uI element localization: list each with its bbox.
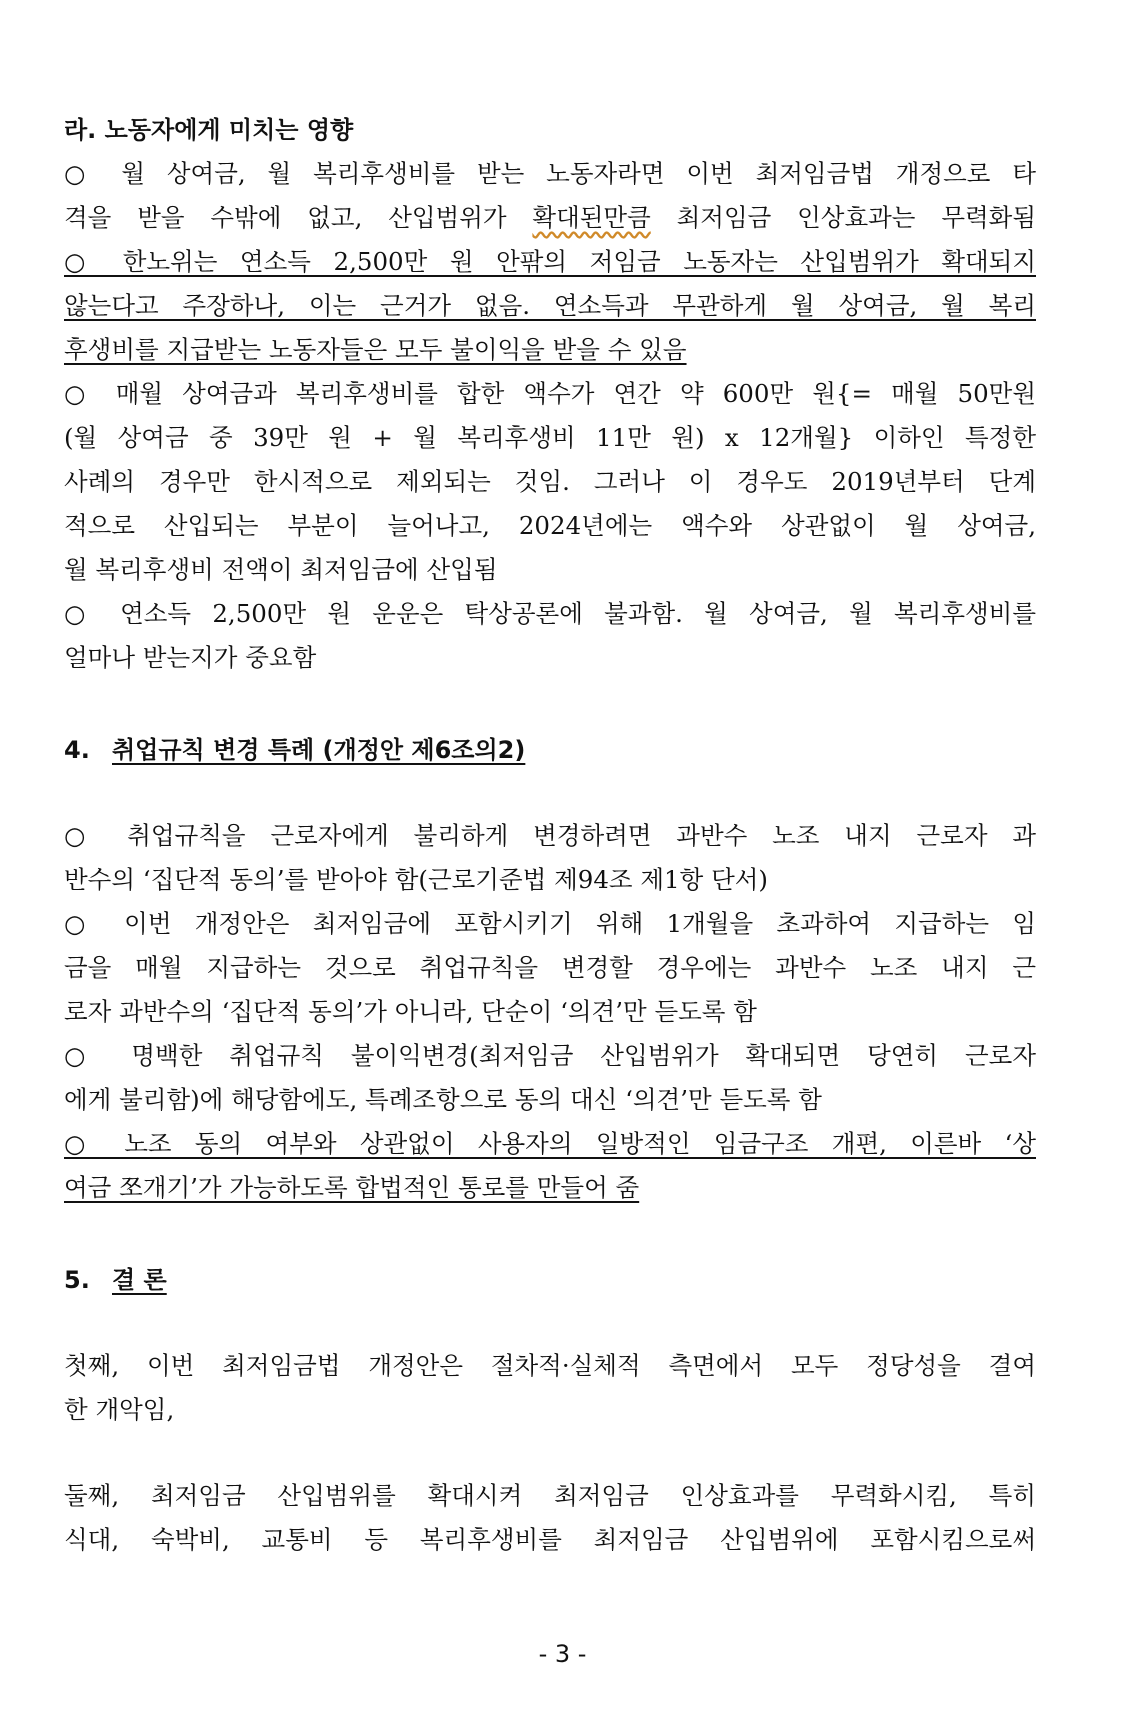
ra-p3-line5: 월 복리후생비 전액이 최저임금에 산입됨	[64, 555, 498, 584]
s4-p2-line1: ○ 이번 개정안은 최저임금에 포함시키기 위해 1개월을 초과하여 지급하는 임	[64, 909, 1036, 938]
section5-heading	[64, 1258, 1036, 1302]
section5-number: 5.	[64, 1266, 90, 1294]
s4-p1-line1: ○ 취업규칙을 근로자에게 불리하게 변경하려면 과반수 노조 내지 근로자 과	[64, 821, 1036, 850]
s4-p2-line2: 금을 매월 지급하는 것으로 취업규칙을 변경할 경우에는 과반수 노조 내지 근	[64, 953, 1036, 982]
s4-p4-line2: 여금 쪼개기’가 가능하도록 합법적인 통로를 만들어 줌	[64, 1173, 640, 1202]
page-number: - 3 -	[538, 1640, 587, 1668]
section5-title: 결 론	[112, 1266, 167, 1294]
s4-p3-line2: 에게 불리함)에 해당함에도, 특례조항으로 동의 대신 ‘의견’만 듣도록 함	[64, 1085, 822, 1114]
ra-p3-line2: (월 상여금 중 39만 원 + 월 복리후생비 11만 원) x 12개월} 이하인 특정한	[64, 423, 1036, 452]
document-page	[64, 108, 1036, 1562]
ra-p1-line2-a: 격을 받을 수밖에 없고, 산입범위가	[64, 203, 533, 232]
ra-p4-line2: 얼마나 받는지가 중요함	[64, 643, 317, 672]
section-ra-heading: 라. 노동자에게 미치는 영향	[64, 116, 354, 144]
section4-title: 취업규칙 변경 특례 (개정안 제6조의2)	[112, 736, 526, 764]
s4-p3-line1: ○ 명백한 취업규칙 불이익변경(최저임금 산입범위가 확대되면 당연히 근로자	[64, 1041, 1036, 1070]
section4-number: 4.	[64, 736, 90, 764]
ra-p3-line1: ○ 매월 상여금과 복리후생비를 합한 액수가 연간 약 600만 원{= 매월 50만원	[64, 379, 1036, 408]
s5-p2-line1: 둘째, 최저임금 산입범위를 확대시켜 최저임금 인상효과를 무력화시킴, 특히	[64, 1481, 1036, 1510]
ra-p2-line2: 않는다고 주장하나, 이는 근거가 없음. 연소득과 무관하게 월 상여금, 월 복리	[64, 291, 1036, 320]
ra-p3-line4: 적으로 산입되는 부분이 늘어나고, 2024년에는 액수와 상관없이 월 상여금,	[64, 511, 1036, 540]
ra-p2-line1: ○ 한노위는 연소득 2,500만 원 안팎의 저임금 노동자는 산입범위가 확대되지	[64, 247, 1036, 276]
ra-p1-line2	[64, 196, 1036, 240]
ra-p4-line1: ○ 연소득 2,500만 원 운운은 탁상공론에 불과함. 월 상여금, 월 복리후생비를	[64, 599, 1036, 628]
ra-p1-line1: ○ 월 상여금, 월 복리후생비를 받는 노동자라면 이번 최저임금법 개정으로 타	[64, 159, 1036, 188]
section4-heading	[64, 728, 1036, 772]
ra-p1-line2-c: 최저임금 인상효과는 무력화됨	[650, 203, 1036, 232]
s5-p1-line1: 첫째, 이번 최저임금법 개정안은 절차적·실체적 측면에서 모두 정당성을 결여	[64, 1351, 1036, 1380]
ra-p1-spellcheck-word: 확대된만큼	[532, 203, 651, 232]
s4-p1-line2: 반수의 ‘집단적 동의’를 받아야 함(근로기준법 제94조 제1항 단서)	[64, 865, 768, 894]
s4-p4-line1: ○ 노조 동의 여부와 상관없이 사용자의 일방적인 임금구조 개편, 이른바 ‘상	[64, 1129, 1036, 1158]
ra-p2-line3: 후생비를 지급받는 노동자들은 모두 불이익을 받을 수 있음	[64, 335, 687, 364]
s5-p1-line2: 한 개악임,	[64, 1395, 175, 1424]
s4-p2-line3: 로자 과반수의 ‘집단적 동의’가 아니라, 단순이 ‘의견’만 듣도록 함	[64, 997, 757, 1026]
ra-p3-line3: 사례의 경우만 한시적으로 제외되는 것임. 그러나 이 경우도 2019년부터 단계	[64, 467, 1036, 496]
s5-p2-line2: 식대, 숙박비, 교통비 등 복리후생비를 최저임금 산입범위에 포함시킴으로써	[64, 1525, 1036, 1554]
